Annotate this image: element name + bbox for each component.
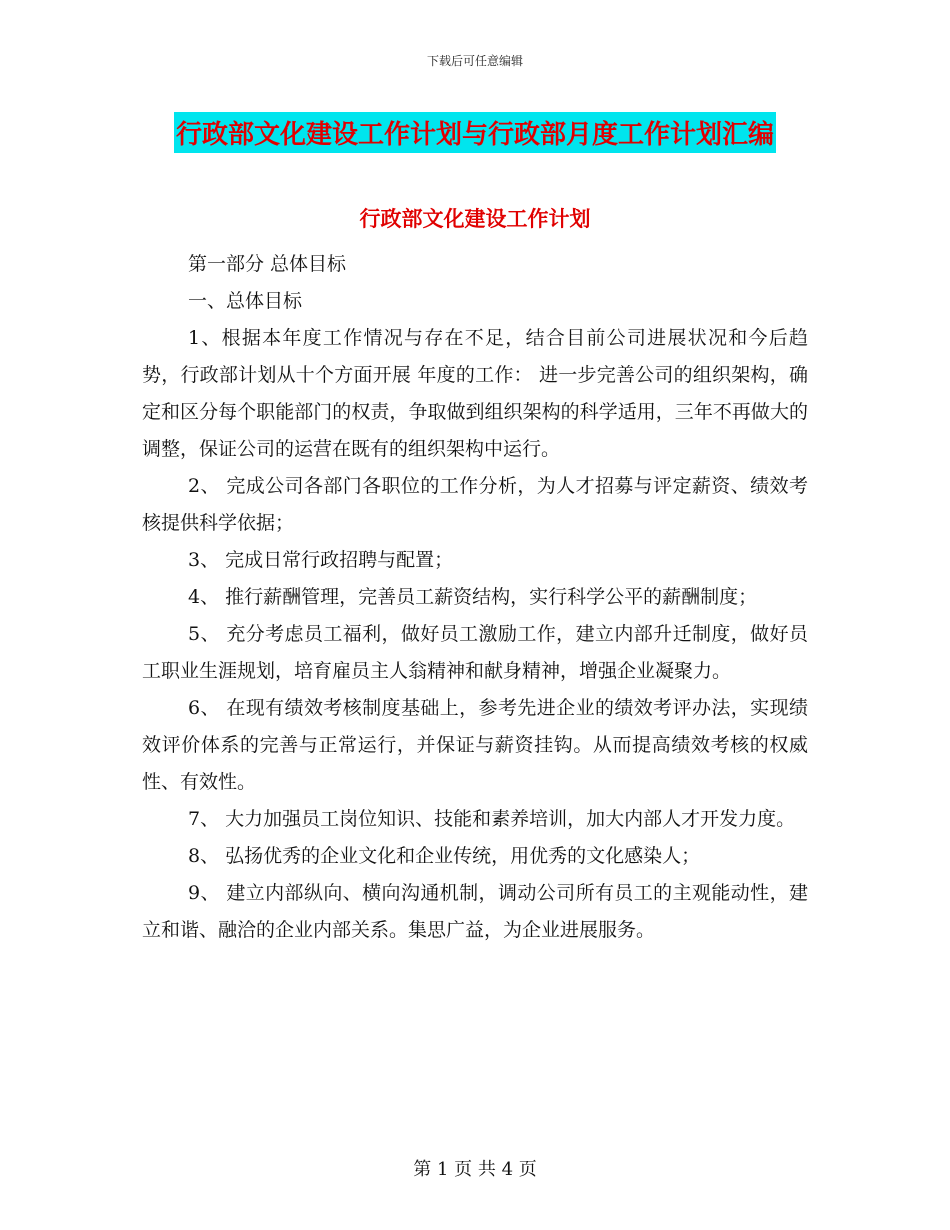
paragraph-item-3: 3、 完成日常行政招聘与配置； [188, 549, 454, 571]
paragraph-part-heading: 第一部分 总体目标 [188, 253, 347, 275]
header-note: 下载后可任意编辑 [426, 54, 523, 68]
paragraph-item-5: 5、 充分考虑员工福利，做好员工激励工作，建立内部升迁制度，做好员工职业生涯规划，培育雇员主人翁精神和献身精神，增强企业凝聚力。 [142, 623, 808, 682]
page-footer: 第 1 页 共 4 页 [413, 1159, 537, 1180]
paragraph-item-8: 8、 弘扬优秀的企业文化和企业传统，用优秀的文化感染人； [188, 845, 701, 867]
paragraph-item-9: 9、 建立内部纵向、横向沟通机制，调动公司所有员工的主观能动性，建立和谐、融洽的企业内部关系。集思广益，为企业进展服务。 [142, 882, 808, 941]
paragraph-item-4: 4、 推行薪酬管理，完善员工薪资结构，实行科学公平的薪酬制度； [188, 586, 758, 608]
paragraph-item-1: 1、根据本年度工作情况与存在不足，结合目前公司进展状况和今后趋势，行政部计划从十个方面开展 年度的工作： 进一步完善公司的组织架构，确定和区分每个职能部门的权责，争取做到组织架构的科学适用，三年不再做大的调整，保证公司的运营在既有的组织架构中运行。 [142, 327, 808, 460]
paragraph-item-6: 6、 在现有绩效考核制度基础上，参考先进企业的绩效考评办法，实现绩效评价体系的完善与正常运行，并保证与薪资挂钩。从而提高绩效考核的权威性、有效性。 [142, 697, 808, 793]
section-title: 行政部文化建设工作计划 [359, 207, 591, 231]
paragraph-item-2: 2、 完成公司各部门各职位的工作分析，为人才招募与评定薪资、绩效考核提供科学依据； [142, 475, 808, 534]
main-title-wrap [0, 112, 950, 153]
paragraph-goal-heading: 一、总体目标 [188, 290, 303, 312]
main-title: 行政部文化建设工作计划与行政部月度工作计划汇编 [174, 112, 776, 153]
paragraph-item-7: 7、 大力加强员工岗位知识、技能和素养培训，加大内部人才开发力度。 [188, 808, 796, 830]
document-body [142, 246, 808, 949]
